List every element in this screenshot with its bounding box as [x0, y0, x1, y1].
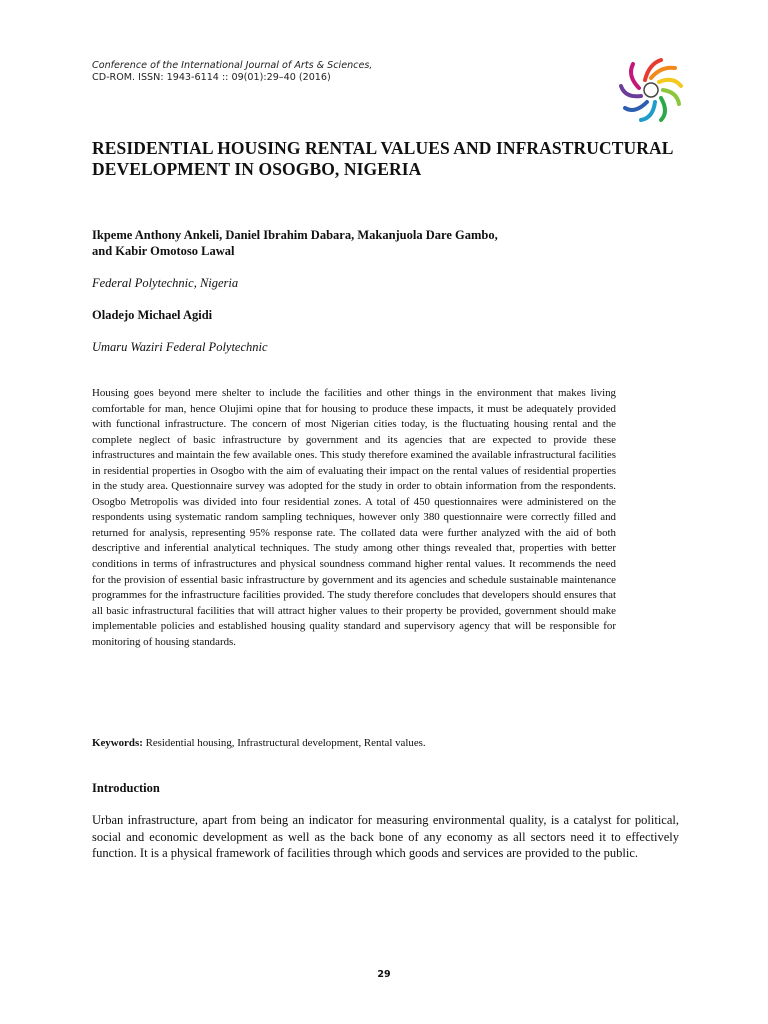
section-heading-introduction: Introduction: [92, 781, 160, 795]
journal-header-line-2: CD-ROM. ISSN: 1943-6114 :: 09(01):29–40 (2016): [92, 72, 331, 83]
conference-logo-icon: [616, 55, 686, 125]
paper-title: RESIDENTIAL HOUSING RENTAL VALUES AND INFRASTRUCTURAL DEVELOPMENT IN OSOGBO, NIGERIA: [92, 138, 673, 179]
author-list-line-2: and Kabir Omotoso Lawal: [92, 244, 235, 258]
abstract-paragraph: Housing goes beyond mere shelter to include the facilities and other things in the environment that makes living comfortable for man, hence Olujimi opine that for housing to produce these impacts, it must be adequately provided with functional infrastructure. The concern of most Nigerian cities today, is the fluctuating housing rental and the complete neglect of basic infrastructure by government and its agencies that are expected to provide these infrastructures and maintain the few available ones. This study therefore examined the available infrastructural facilities in residential properties in Osogbo with the aim of evaluating their impact on the rental values of residential properties in the study area. Questionnaire survey was adopted for the study in order to obtain information from the respondents. Osogbo Metropolis was divided into four residential zones. A total of 450 questionnaires were administered on the respondents using systematic random sampling techniques, however only 380 questionnaire were correctly filled and returned for analysis, representing 95% response rate. The collated data were further analyzed with the aid of both descriptive and inferential analytical techniques. The study among other things revealed that, properties with better conditions in terms of infrastructures and physical soundness command higher rental values. It recommends the need for the provision of essential basic infrastructure by government and its agencies and schedule sustainable maintenance programmes for the infrastructure facilities provided. The study therefore concludes that developers should ensures that all basic infrastructural facilities that will attract higher values to their property be provided, government should make implementable policies and established housing quality standard and supervisory agency that will be responsible for monitoring of housing standards.: [92, 387, 616, 648]
introduction-paragraph: Urban infrastructure, apart from being an indicator for measuring environmental quality, is a catalyst for political, social and economic development as well as the back bone of any economy as all sectors need it to effectively function. It is a physical framework of facilities through which goods and services are provided to the public.: [92, 813, 679, 860]
affiliation-1: Federal Polytechnic, Nigeria: [92, 276, 239, 290]
author-list-line-1: Ikpeme Anthony Ankeli, Daniel Ibrahim Dabara, Makanjuola Dare Gambo,: [92, 228, 498, 242]
page-number: 29: [377, 969, 391, 980]
keywords-line: [92, 736, 426, 751]
keywords-text: Residential housing, Infrastructural development, Rental values.: [145, 737, 426, 749]
journal-header-line-1: Conference of the International Journal of Arts & Sciences,: [92, 60, 373, 71]
affiliation-2: Umaru Waziri Federal Polytechnic: [92, 340, 268, 354]
keywords-label: Keywords:: [92, 737, 143, 749]
author-list-2: Oladejo Michael Agidi: [92, 308, 213, 322]
